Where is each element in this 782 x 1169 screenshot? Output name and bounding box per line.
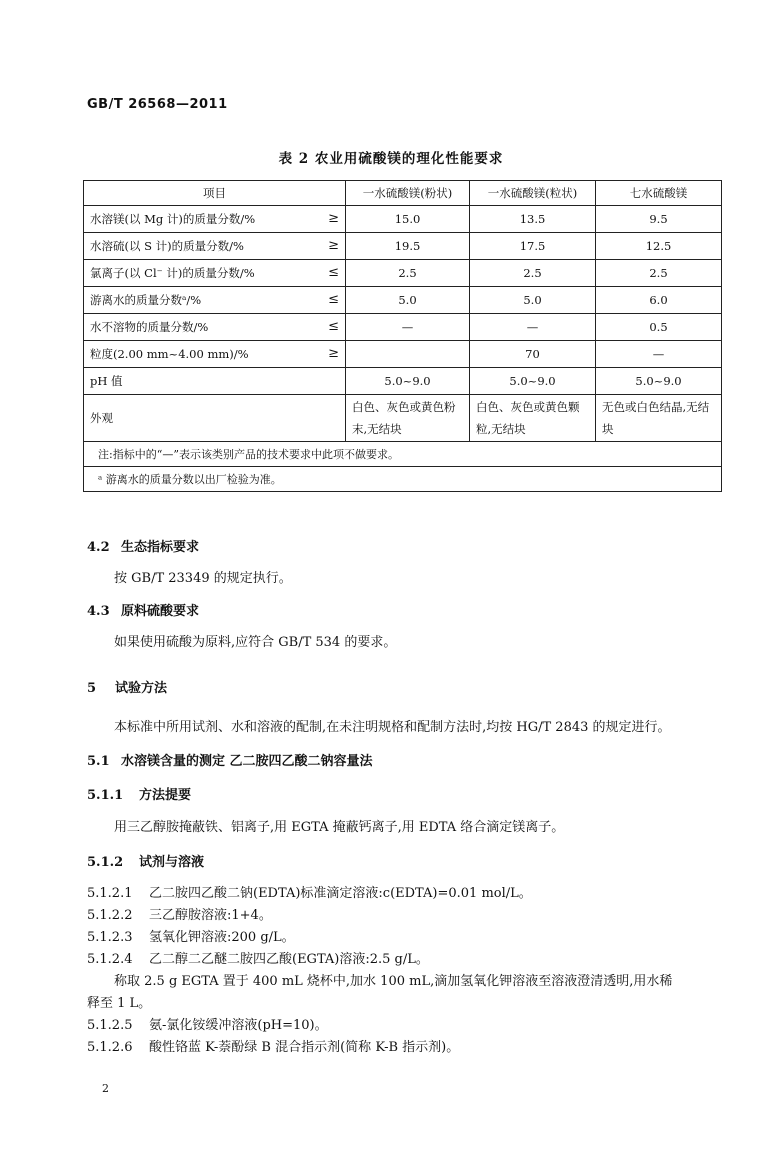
cell-value: 5.0 [470, 287, 596, 314]
clause-heading: 5.1 水溶镁含量的测定 乙二胺四乙酸二钠容量法 [87, 754, 373, 769]
table-row [84, 314, 722, 341]
table-row-appearance [84, 395, 722, 442]
paragraph: 本标准中所用试剂、水和溶液的配制,在未注明规格和配制方法时,均按 HG/T 2843 的规定进行。 [114, 720, 671, 735]
header-heptahydrate: 七水硫酸镁 [596, 181, 722, 206]
cell-value: 6.0 [596, 287, 722, 314]
table-row [84, 368, 722, 395]
clause-item: 5.1.2.4 乙二醇二乙醚二胺四乙酸(EGTA)溶液:2.5 g/L。 [87, 952, 429, 967]
cell-value: 70 [470, 341, 596, 368]
table-header-row [84, 181, 722, 206]
cell-value: 白色、灰色或黄色粉末,无结块 [346, 395, 470, 442]
clause-item: 5.1.2.2 三乙醇胺溶液:1+4。 [87, 908, 272, 923]
comparator: ≤ [328, 319, 339, 334]
cell-value: 5.0~9.0 [346, 368, 470, 395]
row-label: 水溶镁(以 Mg 计)的质量分数/% [90, 212, 256, 226]
table-row [84, 260, 722, 287]
paragraph: 如果使用硫酸为原料,应符合 GB/T 534 的要求。 [114, 635, 397, 650]
comparator: ≥ [328, 238, 339, 253]
row-label: 外观 [90, 411, 113, 425]
header-item: 项目 [84, 181, 346, 206]
table-row [84, 287, 722, 314]
paragraph: 用三乙醇胺掩蔽铁、铝离子,用 EGTA 掩蔽钙离子,用 EDTA 络合滴定镁离子。 [114, 820, 565, 835]
cell-value: 白色、灰色或黄色颗粒,无结块 [470, 395, 596, 442]
row-label: 氯离子(以 Cl⁻ 计)的质量分数/% [90, 266, 255, 280]
page-number: 2 [102, 1082, 109, 1095]
table-note: 注:指标中的“—”表示该类别产品的技术要求中此项不做要求。 [84, 442, 722, 467]
table-footnote-row [84, 467, 722, 492]
cell-value: 19.5 [346, 233, 470, 260]
paragraph: 称取 2.5 g EGTA 置于 400 mL 烧杯中,加水 100 mL,滴加氢氧化钾溶液至溶液澄清透明,用水稀 [114, 974, 673, 989]
cell-value: 5.0~9.0 [470, 368, 596, 395]
cell-value: 13.5 [470, 206, 596, 233]
cell-value: 12.5 [596, 233, 722, 260]
cell-value: 无色或白色结晶,无结块 [596, 395, 722, 442]
clause-item: 5.1.2.3 氢氧化钾溶液:200 g/L。 [87, 930, 295, 945]
paragraph: 按 GB/T 23349 的规定执行。 [114, 571, 292, 586]
clause-heading: 4.3 原料硫酸要求 [87, 604, 200, 619]
row-label: pH 值 [90, 374, 123, 388]
paragraph-continuation: 释至 1 L。 [87, 996, 152, 1011]
row-label: 水溶硫(以 S 计)的质量分数/% [90, 239, 244, 253]
table-note-row [84, 442, 722, 467]
table-row [84, 206, 722, 233]
clause-heading: 5.1.2 试剂与溶液 [87, 855, 205, 870]
requirements-table [83, 180, 722, 492]
cell-value: — [346, 314, 470, 341]
cell-value: 5.0~9.0 [596, 368, 722, 395]
clause-item: 5.1.2.6 酸性铬蓝 K-萘酚绿 B 混合指示剂(简称 K-B 指示剂)。 [87, 1040, 460, 1055]
header-granular: 一水硫酸镁(粒状) [470, 181, 596, 206]
clause-heading: 5.1.1 方法提要 [87, 788, 192, 803]
cell-value: 17.5 [470, 233, 596, 260]
cell-value: — [470, 314, 596, 341]
cell-value: 2.5 [346, 260, 470, 287]
clause-item: 5.1.2.1 乙二胺四乙酸二钠(EDTA)标准滴定溶液:c(EDTA)=0.01 mol/L。 [87, 886, 532, 901]
table-row [84, 341, 722, 368]
cell-value: 15.0 [346, 206, 470, 233]
clause-heading: 4.2 生态指标要求 [87, 540, 200, 555]
row-label: 水不溶物的质量分数/% [90, 320, 209, 334]
section-heading: 5 试验方法 [87, 681, 168, 696]
table-title: 表 2 农业用硫酸镁的理化性能要求 [278, 151, 504, 167]
cell-value: — [596, 341, 722, 368]
comparator: ≥ [328, 211, 339, 226]
row-label: 游离水的质量分数ᵃ/% [90, 293, 202, 307]
cell-value: 0.5 [596, 314, 722, 341]
standard-number-header: GB/T 26568—2011 [87, 97, 228, 112]
cell-value: 9.5 [596, 206, 722, 233]
table-footnote: ᵃ 游离水的质量分数以出厂检验为准。 [84, 467, 722, 492]
cell-value: 2.5 [470, 260, 596, 287]
comparator: ≤ [328, 292, 339, 307]
cell-value: 2.5 [596, 260, 722, 287]
clause-item: 5.1.2.5 氨-氯化铵缓冲溶液(pH=10)。 [87, 1018, 328, 1033]
comparator: ≤ [328, 265, 339, 280]
table-row [84, 233, 722, 260]
header-powder: 一水硫酸镁(粉状) [346, 181, 470, 206]
cell-value: 5.0 [346, 287, 470, 314]
cell-value [346, 341, 470, 368]
row-label: 粒度(2.00 mm~4.00 mm)/% [90, 347, 249, 361]
comparator: ≥ [328, 346, 339, 361]
